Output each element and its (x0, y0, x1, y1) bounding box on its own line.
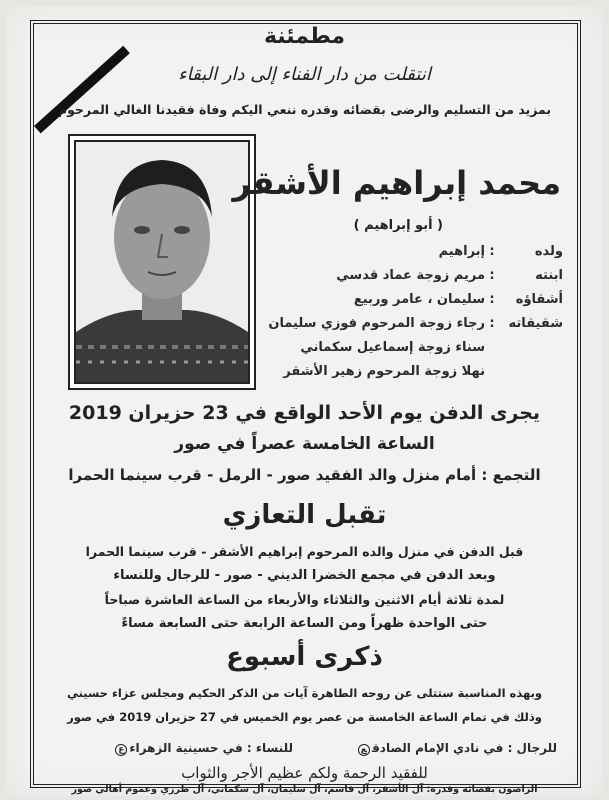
relative-row: ولده:إبراهيم (438, 244, 563, 259)
relative-row: شقيقاته:رجاء زوجة المرحوم فوزي سليمان (268, 316, 563, 331)
funeral-time: الساعة الخامسة عصراً في صور (174, 434, 435, 454)
header-subtitle: انتقلت من دار الفناء إلى دار البقاء (178, 64, 431, 85)
deceased-photo-frame (68, 134, 256, 390)
closing-family: الراضون بقضائه وقدره: آل الأشقر، آل قاسم، آل سليمان، آل سكماني، آل طرزي وعموم أهالي صور (71, 784, 538, 795)
header-title: مطمئنة (263, 24, 346, 49)
obituary-sheet (6, 6, 603, 796)
deceased-name: محمد إبراهيم الأشقر (232, 164, 561, 202)
funeral-gathering: التجمع : أمام منزل والد الفقيد صور - الرمل - قرب سينما الحمرا (68, 466, 541, 484)
week-memorial-line: وبهذه المناسبة ستتلى عن روحه الطاهرة آيات من الذكر الحكيم ومجلس عزاء حسيني (66, 686, 543, 700)
week-memorial-heading: ذكرى أسبوع (226, 642, 383, 672)
deceased-nickname: ( أبو إبراهيم ) (353, 218, 443, 233)
condolences-line: حتى الواحدة ظهراً ومن الساعة الرابعة حتى السابعة مساءً (121, 616, 488, 631)
condolences-line: وبعد الدفن في مجمع الخضرا الديني - صور - للرجال وللنساء (113, 568, 496, 583)
week-memorial-line: وذلك في تمام الساعة الخامسة من عصر يوم الخميس في 27 حزيران 2019 في صور (67, 710, 542, 724)
relative-extra: نهلا زوجة المرحوم زهير الأشقر (283, 364, 485, 379)
relative-row: ابنته:مريم زوجة عماد قدسي (336, 268, 563, 283)
condolences-heading: تقبل التعازي (222, 500, 387, 530)
condolences-line: لمدة ثلاثة أيام الاثنين والثلاثاء والأربعاء من الساعة العاشرة صباحاً (104, 592, 505, 607)
relative-extra: سناء زوجة إسماعيل سكماني (300, 340, 485, 355)
men-venue: للرجال : في نادي الإمام الصادقع (356, 741, 557, 755)
women-venue: للنساء : في حسينية الزهراءع (113, 741, 293, 755)
relative-row: أشقاؤه:سليمان ، عامر وربيع (353, 292, 563, 307)
deceased-photo (74, 140, 250, 384)
funeral-date: يجرى الدفن يوم الأحد الواقع في 23 حزيران 2019 (68, 402, 541, 424)
closing-prayer: للفقيد الرحمة ولكم عظيم الأجر والثواب (181, 764, 428, 782)
header-intro: بمزيد من التسليم والرضى بقضائه وقدره ننعي اليكم وفاة فقيدنا الغالي المرحوم (57, 102, 552, 117)
condolences-line: قبل الدفن في منزل والده المرحوم إبراهيم الأشقر - قرب سينما الحمرا (85, 544, 524, 559)
